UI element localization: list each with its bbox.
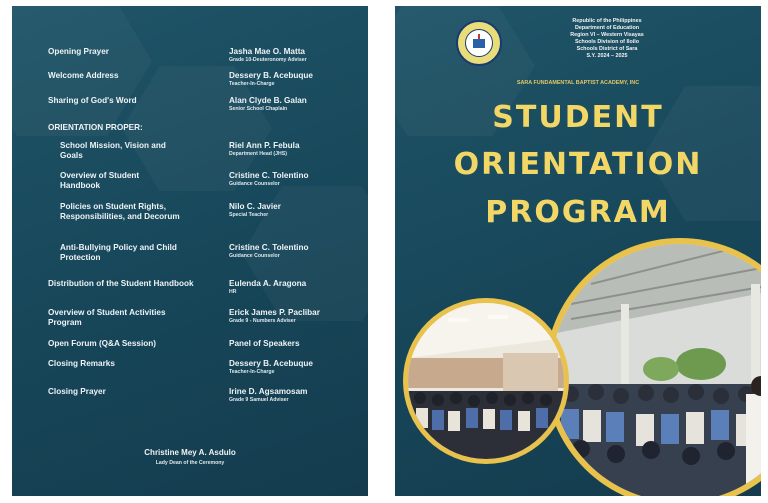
- event-photo-frame: [545, 238, 761, 496]
- emcee-name: Christine Mey A. Asdulo: [144, 448, 236, 457]
- speaker-name: Panel of Speakers: [229, 339, 300, 348]
- speaker-role: Grade 9 Samuel Adviser: [229, 397, 289, 403]
- program-part: Welcome Address: [48, 71, 119, 80]
- hall-photo-illustration: [408, 303, 564, 459]
- title-line: STUDENT: [492, 100, 664, 135]
- hall-photo-frame: [403, 298, 569, 464]
- speaker-name: Irine D. Agsamosam: [229, 387, 308, 396]
- speaker-role: Department Head (JHS): [229, 151, 287, 157]
- speaker-role: Teacher-In-Charge: [229, 81, 275, 87]
- orientation-heading: ORIENTATION PROPER:: [48, 123, 143, 132]
- speaker-name: Erick James P. Paclibar: [229, 308, 320, 317]
- header-line: Department of Education: [574, 25, 640, 31]
- crowd-photo-illustration: [551, 244, 761, 496]
- speaker-name: Dessery B. Acebuque: [229, 359, 313, 368]
- speaker-role: Teacher-In-Charge: [229, 369, 275, 375]
- program-part: Distribution of the Student Handbook: [48, 279, 194, 288]
- header-line: Schools Division of Iloilo: [574, 39, 640, 45]
- speaker-role: Guidance Counselor: [229, 181, 280, 187]
- speaker-role: Senior School Chaplain: [229, 106, 288, 112]
- program-part: Anti-Bullying Policy and Child Protection: [60, 243, 177, 262]
- speaker-name: Cristine C. Tolentino: [229, 243, 309, 252]
- speaker-name: Cristine C. Tolentino: [229, 171, 309, 180]
- header-line: Region VI – Western Visayas: [570, 32, 644, 38]
- program-part: Opening Prayer: [48, 47, 109, 56]
- school-name: SARA FUNDAMENTAL BAPTIST ACADEMY, INC: [516, 80, 640, 86]
- speaker-role: Grade 10-Deuteronomy Adviser: [229, 57, 307, 63]
- speaker-role: Special Teacher: [229, 212, 269, 218]
- program-part: Closing Prayer: [48, 387, 106, 396]
- program-part: Open Forum (Q&A Session): [48, 339, 156, 348]
- speaker-name: Alan Clyde B. Galan: [229, 96, 307, 105]
- header-line: Schools District of Sara: [576, 46, 638, 52]
- title-line: ORIENTATION: [453, 147, 703, 182]
- speaker-name: Nilo C. Javier: [229, 202, 281, 211]
- program-part: Policies on Student Rights, Responsibilities, and Decorum: [60, 202, 180, 221]
- speaker-name: Riel Ann P. Febula: [229, 141, 300, 150]
- event-photo: [551, 244, 761, 496]
- speaker-role: Guidance Counselor: [229, 253, 280, 259]
- header-line: S.Y. 2024 – 2025: [586, 53, 628, 59]
- speaker-role: HR: [229, 289, 237, 295]
- program-part: Overview of Student Handbook: [60, 171, 140, 190]
- school-seal-icon: [456, 20, 502, 66]
- emcee-role: Lady Dean of the Ceremony: [155, 460, 225, 466]
- hall-photo: [408, 303, 564, 459]
- program-panel: [12, 6, 368, 496]
- title-line: PROGRAM: [485, 195, 671, 230]
- header-line: Republic of the Philippines: [572, 18, 642, 24]
- speaker-role: Grade 9 - Numbers Adviser: [229, 318, 296, 324]
- program-part: Sharing of God's Word: [48, 96, 137, 105]
- speaker-name: Eulenda A. Aragona: [229, 279, 307, 288]
- speaker-name: Jasha Mae O. Matta: [229, 47, 305, 56]
- cover-panel: [395, 6, 761, 496]
- speaker-name: Dessery B. Acebuque: [229, 71, 313, 80]
- program-part: School Mission, Vision and Goals: [60, 141, 166, 160]
- program-part: Closing Remarks: [48, 359, 115, 368]
- program-part: Overview of Student Activities Program: [48, 308, 166, 327]
